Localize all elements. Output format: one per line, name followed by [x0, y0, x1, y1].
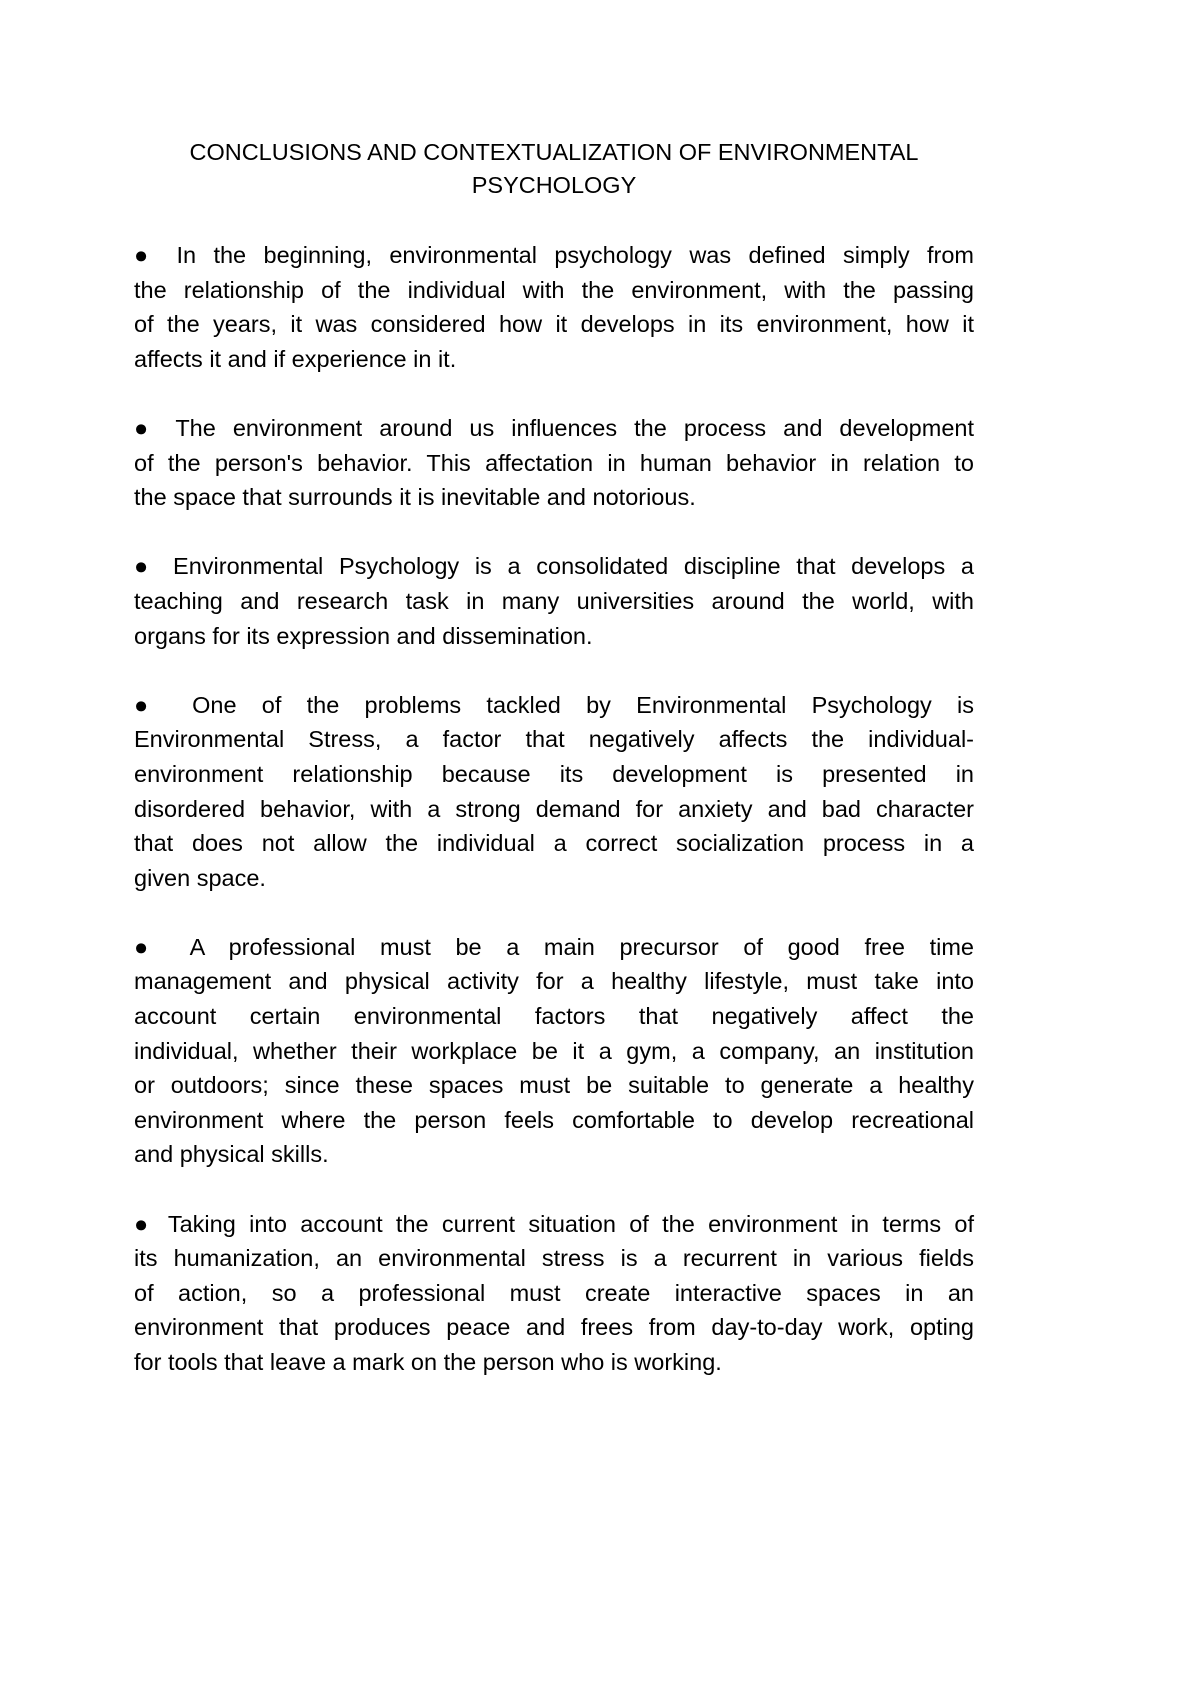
document-title: [134, 136, 974, 202]
paragraph-line: and physical skills.: [134, 1141, 329, 1168]
paragraph-line: environment where the person feels comfortable to develop recreational: [134, 1106, 974, 1133]
paragraph-line: ● One of the problems tackled by Environmental Psychology is: [134, 691, 974, 718]
paragraph-line: environment that produces peace and frees from day-to-day work, opting: [134, 1314, 974, 1341]
paragraph-line: environment relationship because its development is presented in: [134, 760, 974, 787]
paragraph-line: or outdoors; since these spaces must be suitable to generate a healthy: [134, 1072, 974, 1099]
paragraph-line: that does not allow the individual a correct socialization process in a: [134, 830, 974, 857]
paragraph-line: of the person's behavior. This affectation in human behavior in relation to: [134, 449, 974, 476]
paragraph-line: individual, whether their workplace be it a gym, a company, an institution: [134, 1037, 974, 1064]
bullet-list: [134, 238, 974, 1380]
title-line: PSYCHOLOGY: [471, 172, 637, 198]
bullet-paragraph: [134, 549, 974, 653]
paragraph-line: its humanization, an environmental stress is a recurrent in various fields: [134, 1245, 974, 1272]
paragraph-line: for tools that leave a mark on the person who is working.: [134, 1349, 722, 1375]
title-line: CONCLUSIONS AND CONTEXTUALIZATION OF ENVIRONMENTAL: [189, 139, 919, 165]
bullet-paragraph: [134, 411, 974, 515]
paragraph-line: management and physical activity for a healthy lifestyle, must take into: [134, 968, 974, 995]
paragraph-line: given space.: [134, 864, 266, 891]
document-page: [134, 136, 974, 1414]
bullet-paragraph: [134, 688, 974, 896]
bullet-paragraph: [134, 1207, 974, 1380]
paragraph-line: ● Taking into account the current situation of the environment in terms of: [134, 1210, 974, 1237]
paragraph-line: teaching and research task in many universities around the world, with: [134, 587, 974, 614]
paragraph-line: of action, so a professional must create interactive spaces in an: [134, 1279, 974, 1306]
paragraph-line: organs for its expression and dissemination.: [134, 622, 593, 649]
bullet-paragraph: [134, 238, 974, 376]
paragraph-line: affects it and if experience in it.: [134, 345, 457, 372]
paragraph-line: the relationship of the individual with the environment, with the passing: [134, 276, 974, 303]
bullet-paragraph: [134, 930, 974, 1172]
paragraph-line: ● The environment around us influences the process and development: [134, 414, 974, 441]
paragraph-line: account certain environmental factors that negatively affect the: [134, 1003, 974, 1030]
paragraph-line: ● Environmental Psychology is a consolidated discipline that develops a: [134, 553, 974, 580]
paragraph-line: of the years, it was considered how it develops in its environment, how it: [134, 311, 974, 338]
paragraph-line: the space that surrounds it is inevitable and notorious.: [134, 484, 696, 511]
paragraph-line: disordered behavior, with a strong demand for anxiety and bad character: [134, 795, 974, 822]
paragraph-line: ● A professional must be a main precursor of good free time: [134, 933, 974, 960]
paragraph-line: ● In the beginning, environmental psychology was defined simply from: [134, 242, 974, 268]
paragraph-line: Environmental Stress, a factor that negatively affects the individual-: [134, 726, 974, 753]
